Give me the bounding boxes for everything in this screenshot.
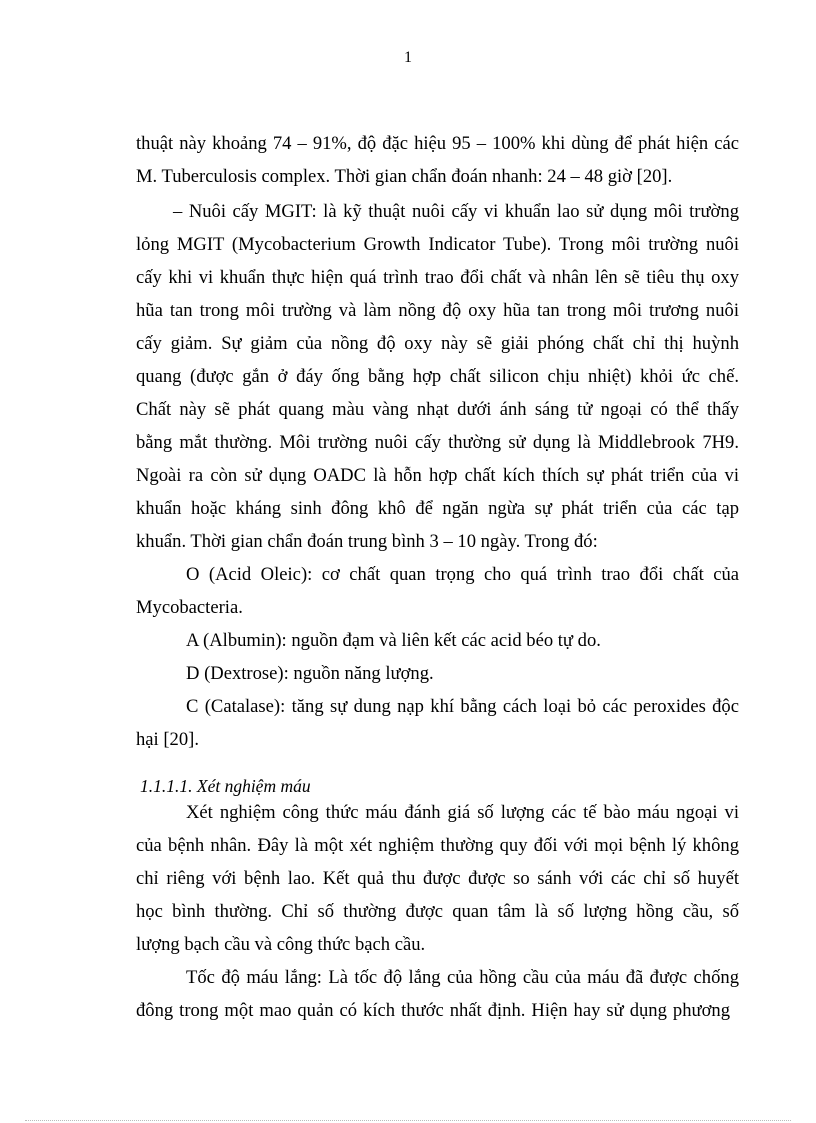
body-line: chỉ riêng với bệnh lao. Kết quả thu được được so sánh với các chỉ số huyết [136,868,739,889]
body-line: M. Tuberculosis complex. Thời gian chẩn đoán nhanh: 24 – 48 giờ [20]. [136,166,673,187]
body-line: O (Acid Oleic): cơ chất quan trọng cho quá trình trao đổi chất của [186,564,739,585]
body-line: thuật này khoảng 74 – 91%, độ đặc hiệu 95 – 100% khi dùng để phát hiện các [136,133,739,154]
body-line: cấy khi vi khuẩn thực hiện quá trình trao đổi chất và nhân lên sẽ tiêu thụ oxy [136,267,739,288]
footer-divider [25,1120,791,1121]
body-line: Chất này sẽ phát quang màu vàng nhạt dưới ánh sáng tử ngoại có thể thấy [136,399,739,420]
body-line: của bệnh nhân. Đây là một xét nghiệm thường quy đối với mọi bệnh lý không [136,835,739,856]
body-line: cấy giảm. Sự giảm của nồng độ oxy này sẽ giải phóng chất chỉ thị huỳnh [136,333,739,354]
body-line: học bình thường. Chỉ số thường được quan tâm là số lượng hồng cầu, số [136,901,739,922]
body-line: lượng bạch cầu và công thức bạch cầu. [136,934,426,955]
body-line: lỏng MGIT (Mycobacterium Growth Indicator Tube). Trong môi trường nuôi [136,234,739,255]
page-number: 1 [404,49,412,66]
body-line: hũa tan trong môi trường và làm nồng độ oxy hũa tan trong môi trương nuôi [136,300,739,321]
body-line: D (Dextrose): nguồn năng lượng. [186,663,434,684]
body-line: khuẩn hoặc kháng sinh đông khô để ngăn ngừa sự phát triển của các tạp [136,498,739,519]
body-line: khuẩn. Thời gian chẩn đoán trung bình 3 – 10 ngày. Trong đó: [136,531,598,552]
body-line: – Nuôi cấy MGIT: là kỹ thuật nuôi cấy vi khuẩn lao sử dụng môi trường [173,201,739,222]
body-line: A (Albumin): nguồn đạm và liên kết các acid béo tự do. [186,630,601,651]
body-line: đông trong một mao quản có kích thước nhất định. Hiện hay sử dụng phương [136,1000,730,1021]
body-line: Tốc độ máu lắng: Là tốc độ lắng của hồng cầu của máu đã được chống [186,967,739,988]
body-line: hại [20]. [136,729,199,750]
body-line: bằng mắt thường. Môi trường nuôi cấy thường sử dụng là Middlebrook 7H9. [136,432,739,453]
body-line: C (Catalase): tăng sự dung nạp khí bằng cách loại bỏ các peroxides độc [186,696,739,717]
body-line: Xét nghiệm công thức máu đánh giá số lượng các tế bào máu ngoại vi [186,802,739,823]
body-line: quang (được gắn ở đáy ống bằng hợp chất silicon chịu nhiệt) khỏi ức chế. [136,366,739,387]
body-line: Ngoài ra còn sử dụng OADC là hỗn hợp chất kích thích sự phát triển của vi [136,465,739,486]
section-heading: 1.1.1.1. Xét nghiệm máu [140,776,311,796]
body-line: Mycobacteria. [136,597,243,618]
